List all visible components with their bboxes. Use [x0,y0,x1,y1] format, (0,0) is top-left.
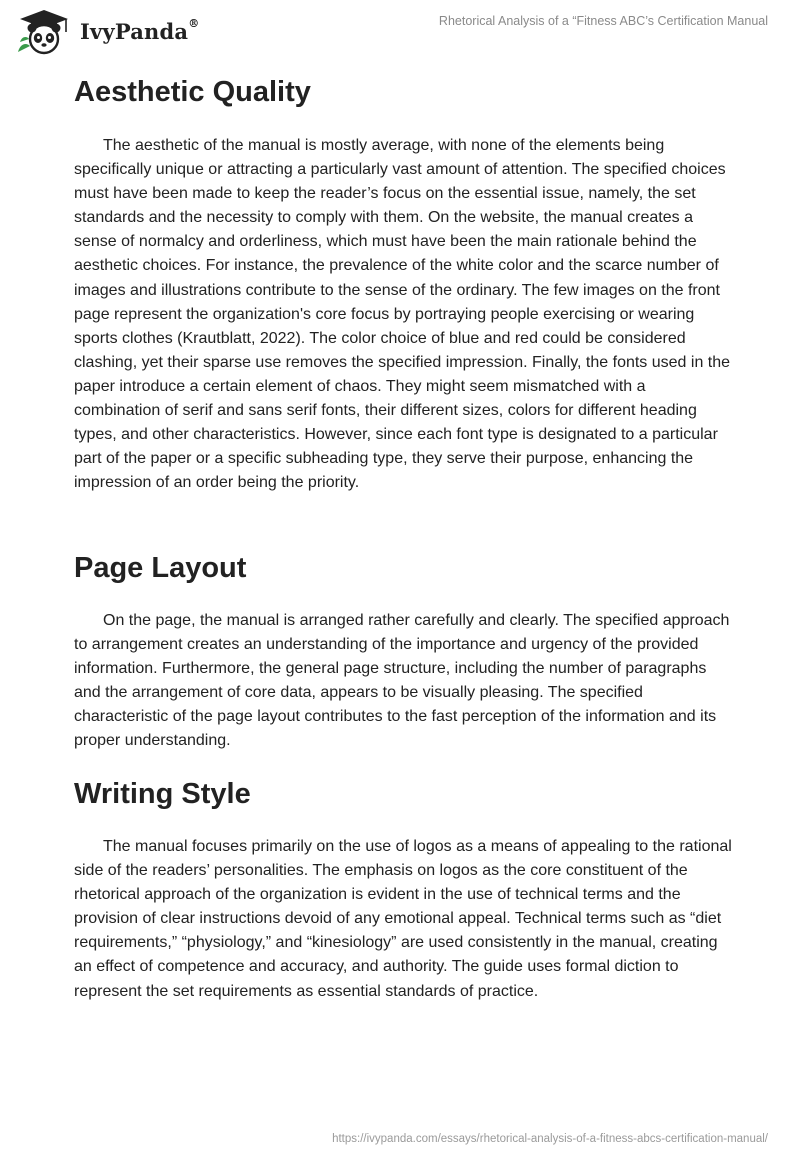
section-paragraph-writing-style: The manual focuses primarily on the use of logos as a means of appealing to the rational side of the readers’ personalities. The emphasis on logos as the core constituent of the rhetorical approach of the organization is evident in the use of technical terms and the provision of clear instructions devoid of any emotional appeal. Technical terms such as “diet requirements,” “physiology,” and “kinesiology” are used consistently in the manual, creating an effect of competence and accuracy, and authority. The guide uses formal diction to represent the set requirements as essential standards of practice. [74,838,732,1000]
section-heading-writing-style: Writing Style [74,778,251,810]
section-heading-page-layout: Page Layout [74,552,247,584]
document-title: Rhetorical Analysis of a “Fitness ABC’s Certification Manual [438,14,768,28]
brand-text: IvyPanda [80,19,189,44]
brand-name[interactable] [80,19,199,44]
source-url-link[interactable]: https://ivypanda.com/essays/rhetorical-analysis-of-a-fitness-abcs-certification-manual/ [332,1133,768,1145]
section-paragraph-aesthetic-quality: The aesthetic of the manual is mostly average, with none of the elements being specifically unique or attracting a particularly vast amount of attention. The specified choices must have been made to keep the reader’s focus on the essential issue, namely, the set standards and the necessity to comply with them. On the website, the manual creates a sense of normalcy and orderliness, which must have been the main rationale behind the aesthetic choices. For instance, the prevalence of the white color and the scarce number of images and illustrations contribute to the sense of the ordinary. The few images on the front page represent the organization's core focus by portraying people exercising or wearing sports clothes (Krautblatt, 2022). The color choice of blue and red could be considered clashing, yet their sparse use removes the specified impression. Finally, the fonts used in the paper introduce a certain element of chaos. They might seem mismatched with a combination of serif and sans serif fonts, their different sizes, colors for different heading types, and other characteristics. However, since each font type is designated to a particular part of the paper or a specific subheading type, they serve their purpose, enhancing the impression of an order being the priority. [74,137,731,492]
section-paragraph-page-layout: On the page, the manual is arranged rather carefully and clearly. The specified approach to arrangement creates an understanding of the importance and urgency of the provided information. Furthermore, the general page structure, including the number of paragraphs and the arrangement of core data, appears to be visually pleasing. The specified characteristic of the page layout contributes to the fast perception of the information and its proper understanding. [74,612,730,750]
registered-mark: ® [188,17,200,30]
page-header [0,0,800,60]
ivypanda-logo-icon[interactable] [14,8,74,56]
section-heading-aesthetic-quality: Aesthetic Quality [74,76,311,108]
